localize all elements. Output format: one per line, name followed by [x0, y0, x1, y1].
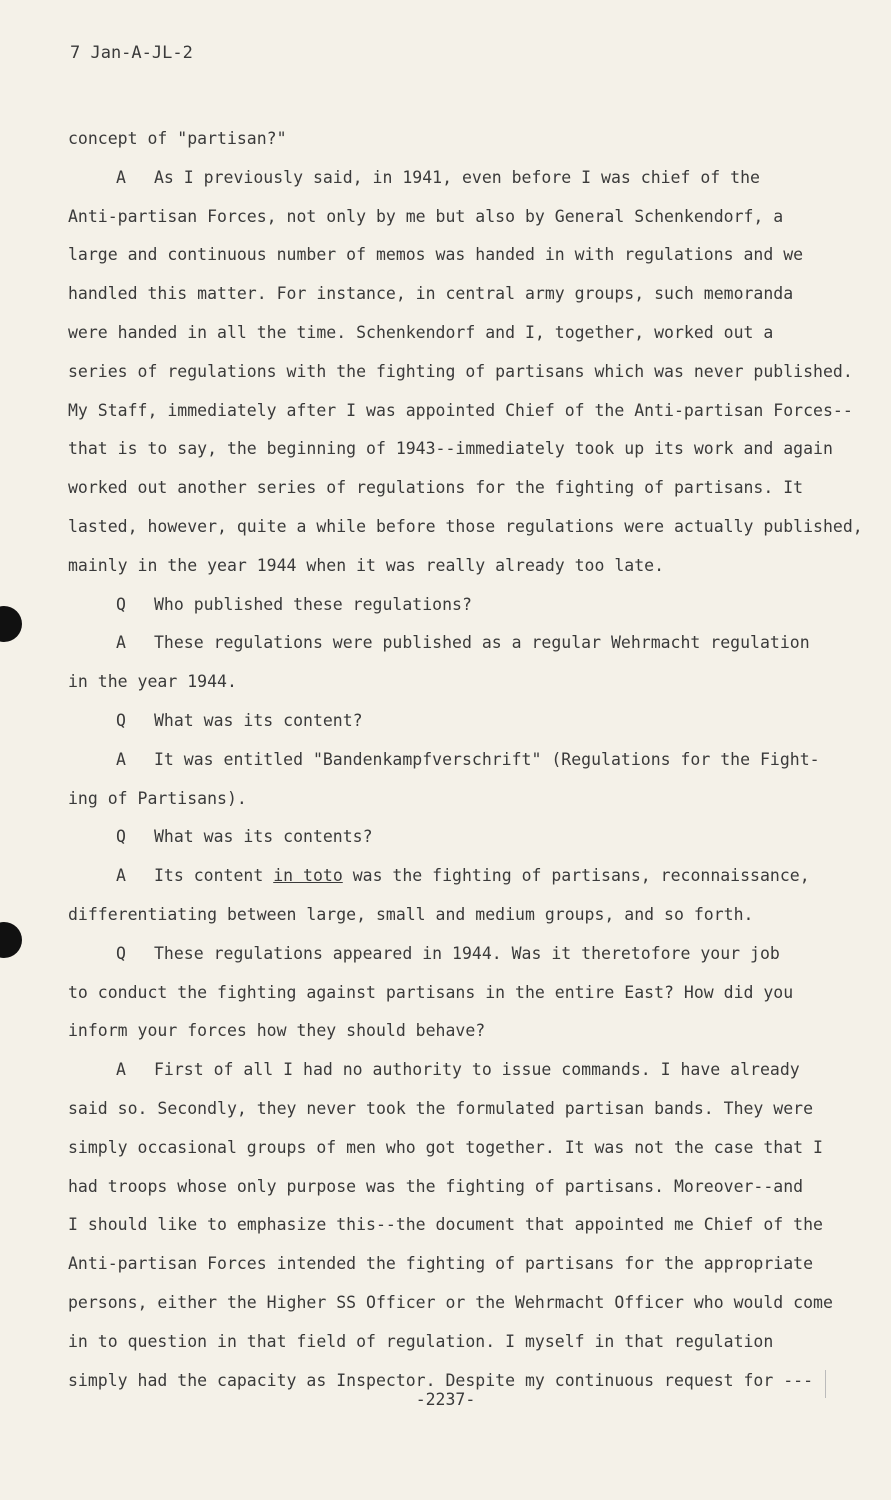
underlined-phrase: in toto [273, 866, 343, 886]
line-text: ing of Partisans). [68, 788, 247, 808]
transcript-line [68, 1051, 858, 1090]
speaker-label: A [116, 1060, 126, 1080]
speaker-label: Q [116, 594, 126, 614]
line-text: said so. Secondly, they never took the formulated partisan bands. They were [68, 1098, 814, 1118]
transcript-line [68, 198, 858, 237]
speaker-label: A [116, 866, 126, 886]
line-text: differentiating between large, small and medium groups, and so forth. [68, 904, 754, 924]
line-text: Anti-partisan Forces, not only by me but also by General Schenkendorf, a [68, 206, 784, 226]
line-text: As I previously said, in 1941, even before I was chief of the [154, 167, 760, 187]
transcript-line [68, 353, 858, 392]
line-text: in to question in that field of regulation. I myself in that regulation [68, 1331, 774, 1351]
line-text: mainly in the year 1944 when it was really already too late. [68, 555, 665, 575]
speaker-label: A [116, 167, 126, 187]
transcript-line [68, 275, 858, 314]
transcript-line [68, 314, 858, 353]
line-text: concept of "partisan?" [68, 129, 287, 148]
line-text: What was its content? [154, 710, 363, 730]
line-text: First of all I had no authority to issue commands. I have already [154, 1060, 800, 1080]
transcript-line [68, 935, 858, 974]
transcript-line [68, 1129, 858, 1168]
transcript-line [68, 1284, 858, 1323]
line-text: lasted, however, quite a while before those regulations were actually published, [68, 516, 863, 536]
document-reference: 7 Jan-A-JL-2 [70, 43, 193, 63]
line-text: were handed in all the time. Schenkendorf and I, together, worked out a [68, 322, 774, 342]
transcript-line [68, 469, 858, 508]
line-text: large and continuous number of memos was handed in with regulations and we [68, 245, 804, 265]
transcript-line [68, 780, 858, 819]
line-text: simply occasional groups of men who got together. It was not the case that I [68, 1137, 823, 1157]
transcript-line [68, 392, 858, 431]
transcript-line [68, 547, 858, 586]
transcript-body [68, 120, 863, 1400]
line-text: persons, either the Higher SS Officer or the Wehrmacht Officer who would come [68, 1292, 833, 1312]
transcript-line [68, 857, 858, 896]
line-text: These regulations appeared in 1944. Was it theretofore your job [154, 943, 780, 963]
transcript-line [68, 120, 858, 159]
transcript-line [68, 1090, 858, 1129]
line-text: worked out another series of regulations for the fighting of partisans. It [68, 478, 804, 498]
punch-hole [0, 922, 22, 958]
transcript-line [68, 236, 858, 275]
transcript-line [68, 586, 858, 625]
transcript-line [68, 624, 858, 663]
transcript-line [68, 896, 858, 935]
line-text: that is to say, the beginning of 1943--immediately took up its work and again [68, 439, 833, 459]
speaker-label: Q [116, 827, 126, 847]
line-text: was the fighting of partisans, reconnaissance, [342, 866, 810, 886]
line-text: I should like to emphasize this--the document that appointed me Chief of the [68, 1215, 823, 1235]
transcript-line [68, 1012, 858, 1051]
line-text: in the year 1944. [68, 672, 237, 692]
transcript-line [68, 1206, 858, 1245]
speaker-label: Q [116, 943, 126, 963]
speaker-label: A [116, 749, 126, 769]
line-text: It was entitled "Bandenkampfverschrift" (Regulations for the Fight- [154, 749, 820, 769]
line-text: series of regulations with the fighting of partisans which was never published. [68, 361, 853, 381]
transcript-line [68, 741, 858, 780]
line-text: Anti-partisan Forces intended the fighting of partisans for the appropriate [68, 1254, 814, 1274]
line-text: What was its contents? [154, 827, 373, 847]
transcript-line [68, 1323, 858, 1362]
transcript-line [68, 1168, 858, 1207]
line-text: simply had the capacity as Inspector. Despite my continuous request for --- [68, 1370, 814, 1390]
speaker-label: A [116, 633, 126, 653]
transcript-line [68, 508, 863, 547]
transcript-line [68, 430, 858, 469]
transcript-line [68, 702, 858, 741]
line-text: Its content [154, 866, 274, 886]
line-text: to conduct the fighting against partisans in the entire East? How did you [68, 982, 794, 1002]
transcript-line [68, 159, 858, 198]
transcript-line [68, 663, 858, 702]
line-text: had troops whose only purpose was the fighting of partisans. Moreover--and [68, 1176, 804, 1196]
line-text: handled this matter. For instance, in central army groups, such memoranda [68, 284, 794, 304]
transcript-line [68, 818, 858, 857]
line-text: These regulations were published as a regular Wehrmacht regulation [154, 633, 810, 653]
line-text: Who published these regulations? [154, 594, 472, 614]
line-text: inform your forces how they should behave? [68, 1021, 486, 1041]
punch-hole [0, 606, 22, 642]
transcript-line [68, 974, 858, 1013]
line-text: My Staff, immediately after I was appointed Chief of the Anti-partisan Forces-- [68, 400, 853, 420]
transcript-line [68, 1245, 858, 1284]
speaker-label: Q [116, 710, 126, 730]
page-number: -2237- [415, 1390, 476, 1409]
